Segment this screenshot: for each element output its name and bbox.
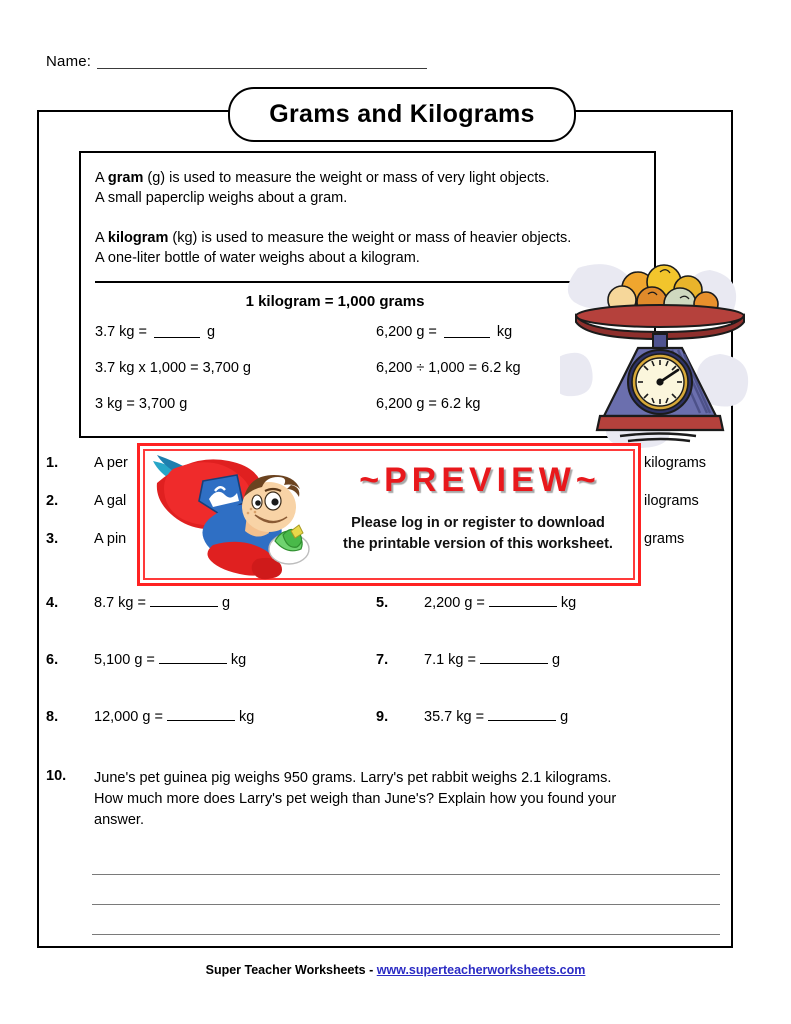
footer-url-link[interactable]: www.superteacherworksheets.com bbox=[376, 963, 586, 977]
answer-line[interactable] bbox=[92, 845, 720, 875]
question-suffix: kg bbox=[238, 709, 255, 725]
example-left bbox=[95, 324, 376, 340]
example-right-suffix: kg bbox=[492, 324, 513, 340]
answer-blank[interactable] bbox=[480, 663, 548, 664]
footer bbox=[0, 963, 791, 977]
question-suffix: g bbox=[552, 652, 561, 668]
question-cell bbox=[376, 652, 706, 709]
question-prefix: 8.7 kg = bbox=[94, 595, 146, 611]
question-cell bbox=[376, 595, 706, 652]
gram-term: gram bbox=[107, 170, 144, 186]
question-text: A gal bbox=[94, 493, 127, 509]
kilogram-definition-line2: A one-liter bottle of water weighs about a kilogram. bbox=[95, 250, 420, 266]
question-text: A pin bbox=[94, 531, 127, 547]
kilogram-def-suffix: (kg) is used to measure the weight or mass of heavier objects. bbox=[168, 230, 572, 246]
example-right: 6,200 ÷ 1,000 = 6.2 kg bbox=[376, 360, 521, 376]
question-number: 9. bbox=[376, 709, 389, 725]
question-row bbox=[46, 595, 706, 652]
question-row bbox=[46, 709, 706, 766]
example-left: 3.7 kg x 1,000 = 3,700 g bbox=[95, 360, 251, 376]
superhero-teacher-mascot-icon bbox=[151, 453, 326, 586]
question-cell bbox=[46, 709, 376, 766]
question-number: 2. bbox=[46, 493, 59, 509]
question-prefix: 5,100 g = bbox=[94, 652, 155, 668]
kilogram-def-prefix: A bbox=[95, 230, 108, 246]
question-text: A per bbox=[94, 455, 128, 471]
question-number: 10. bbox=[46, 768, 67, 784]
question-number: 1. bbox=[46, 455, 59, 471]
preview-message-line2: the printable version of this worksheet. bbox=[343, 536, 613, 552]
preview-message-line1: Please log in or register to download bbox=[351, 515, 605, 531]
answer-blank[interactable] bbox=[489, 606, 557, 607]
question-10-line1: June's pet guinea pig weighs 950 grams. Larry's pet rabbit weighs 2.1 kilograms. bbox=[94, 770, 612, 786]
divider bbox=[95, 281, 575, 283]
question-cell bbox=[46, 595, 376, 652]
kilogram-term: kilogram bbox=[107, 230, 169, 246]
example-row bbox=[95, 396, 615, 412]
question-row bbox=[46, 652, 706, 709]
question-10-line2: How much more does Larry's pet weigh than June's? Explain how you found your bbox=[94, 791, 617, 807]
question-suffix: g bbox=[560, 709, 569, 725]
question-prefix: 12,000 g = bbox=[94, 709, 163, 725]
kitchen-scale-illustration bbox=[560, 258, 760, 448]
example-left-blank[interactable] bbox=[154, 337, 200, 338]
answer-blank[interactable] bbox=[150, 606, 218, 607]
questions-4-9 bbox=[46, 595, 706, 766]
question-prefix: 2,200 g = bbox=[424, 595, 485, 611]
answer-line[interactable] bbox=[92, 875, 720, 905]
preview-message bbox=[313, 513, 643, 555]
question-cell bbox=[46, 652, 376, 709]
example-left-prefix: 3.7 kg = bbox=[95, 324, 152, 340]
example-right: 6,200 g = 6.2 kg bbox=[376, 396, 481, 412]
preview-watermark-overlay bbox=[137, 443, 641, 586]
gram-definition-line2: A small paperclip weighs about a gram. bbox=[95, 190, 348, 206]
example-left: 3 kg = 3,700 g bbox=[95, 396, 188, 412]
example-right-blank[interactable] bbox=[444, 337, 490, 338]
kilogram-definition-line1 bbox=[95, 228, 640, 248]
gram-def-suffix: (g) is used to measure the weight or mass of very light objects. bbox=[143, 170, 550, 186]
question-cell bbox=[376, 709, 706, 766]
question-suffix: kg bbox=[230, 652, 247, 668]
preview-title-text: ~PREVIEW~ bbox=[359, 461, 601, 499]
question-number: 8. bbox=[46, 709, 59, 725]
question-suffix: g bbox=[222, 595, 231, 611]
example-left-suffix: g bbox=[203, 324, 216, 340]
question-number: 7. bbox=[376, 652, 389, 668]
question-prefix: 7.1 kg = bbox=[424, 652, 476, 668]
question-number: 4. bbox=[46, 595, 59, 611]
spacer bbox=[95, 208, 640, 228]
page-title bbox=[228, 87, 576, 142]
question-number: 5. bbox=[376, 595, 389, 611]
answer-blank[interactable] bbox=[159, 663, 227, 664]
question-unit: kilograms bbox=[644, 455, 707, 471]
question-prefix: 35.7 kg = bbox=[424, 709, 485, 725]
page-title-text: Grams and Kilograms bbox=[269, 100, 535, 128]
question-text bbox=[94, 768, 719, 831]
name-row bbox=[46, 54, 427, 69]
footer-brand: Super Teacher Worksheets - bbox=[205, 963, 377, 977]
question-unit: ilograms bbox=[644, 493, 699, 509]
question-10-line3: answer. bbox=[94, 812, 144, 828]
preview-inner-border bbox=[143, 449, 635, 580]
question-number: 6. bbox=[46, 652, 59, 668]
example-right-prefix: 6,200 g = bbox=[376, 324, 441, 340]
example-row bbox=[95, 360, 615, 376]
name-input-blank[interactable] bbox=[97, 54, 427, 69]
answer-blank[interactable] bbox=[488, 720, 556, 721]
gram-def-prefix: A bbox=[95, 170, 108, 186]
example-grid bbox=[95, 324, 615, 412]
example-row bbox=[95, 324, 615, 340]
answer-blank[interactable] bbox=[167, 720, 235, 721]
question-10 bbox=[46, 768, 726, 831]
question-unit: grams bbox=[644, 531, 685, 547]
answer-line[interactable] bbox=[92, 905, 720, 935]
answer-lines bbox=[92, 845, 720, 935]
gram-definition-line1 bbox=[95, 168, 640, 188]
name-label: Name: bbox=[46, 53, 92, 70]
question-suffix: kg bbox=[560, 595, 577, 611]
conversion-rule: 1 kilogram = 1,000 grams bbox=[245, 293, 425, 310]
question-number: 3. bbox=[46, 531, 59, 547]
